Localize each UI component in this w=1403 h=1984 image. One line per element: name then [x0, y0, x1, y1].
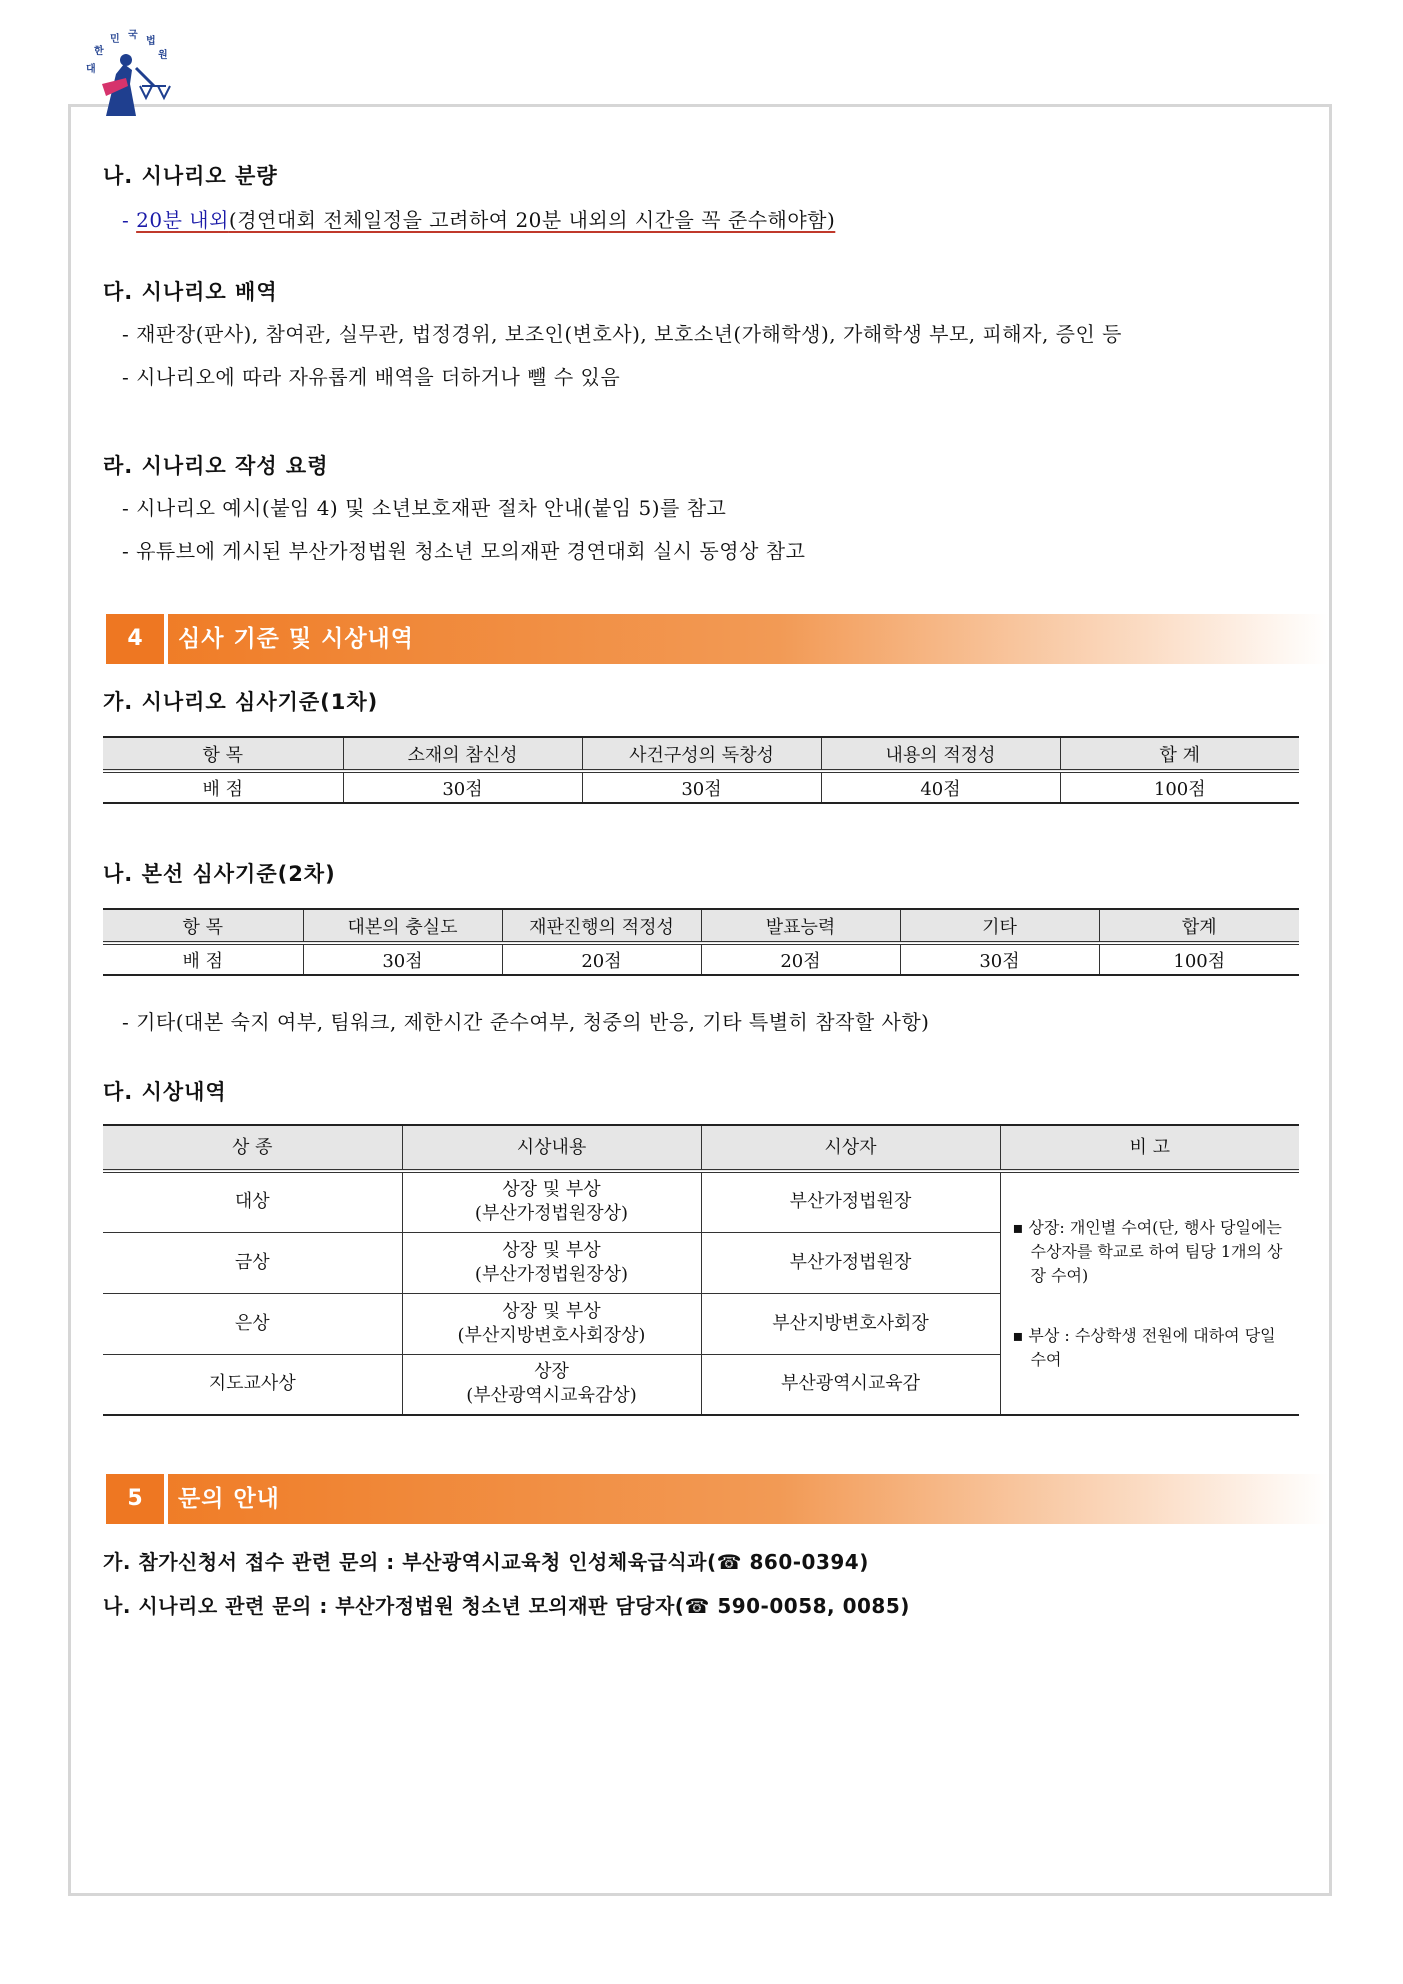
remark-prize: ▪ 부상 : 수상학생 전원에 대하여 당일 수여: [1012, 1325, 1276, 1369]
roles-item-2: - 시나리오에 따라 자유롭게 배역을 더하거나 뺄 수 있음: [122, 365, 621, 389]
award-name: 지도교사상: [103, 1354, 402, 1415]
table-header-row: [103, 909, 1299, 943]
header-cell: 내용의 적정성: [821, 737, 1060, 771]
header-cell: 항 목: [103, 737, 343, 771]
section-number: 4: [106, 614, 168, 664]
roles-item-1: - 재판장(판사), 참여관, 실무관, 법정경위, 보조인(변호사), 보호소년(가해학생), 가해학생 부모, 피해자, 증인 등: [122, 322, 1122, 346]
section-title: 심사 기준 및 시상내역: [178, 626, 414, 652]
scenario-length-item: [122, 204, 835, 233]
award-content: 상장 및 부상 (부산지방변호사회장상): [402, 1293, 701, 1354]
award-content: 상장 및 부상 (부산가정법원장상): [402, 1232, 701, 1293]
heading-criteria-2: 나. 본선 심사기준(2차): [103, 862, 336, 886]
score-cell: 40점: [821, 771, 1060, 803]
header-cell: 상 종: [103, 1125, 402, 1171]
heading-scenario-roles: 다. 시나리오 배역: [103, 280, 278, 304]
heading-awards: 다. 시상내역: [103, 1080, 227, 1104]
header-cell: 시상자: [701, 1125, 1000, 1171]
row-label: 배 점: [103, 943, 303, 975]
header-cell: 시상내용: [402, 1125, 701, 1171]
header-cell: 소재의 참신성: [343, 737, 582, 771]
contact-scenario: 나. 시나리오 관련 문의 : 부산가정법원 청소년 모의재판 담당자(☎ 590-0058, 0085): [103, 1594, 910, 1618]
row-label: 배 점: [103, 771, 343, 803]
svg-text:원: 원: [158, 50, 168, 61]
score-cell: 20점: [701, 943, 900, 975]
score-cell: 20점: [502, 943, 701, 975]
svg-text:법: 법: [146, 36, 156, 47]
award-giver: 부산지방변호사회장: [701, 1293, 1000, 1354]
svg-text:민: 민: [110, 34, 120, 45]
header-cell: 기타: [900, 909, 1099, 943]
award-giver: 부산가정법원장: [701, 1232, 1000, 1293]
header-cell: 항 목: [103, 909, 303, 943]
header-cell: 비 고: [1000, 1125, 1299, 1171]
score-cell: 100점: [1099, 943, 1299, 975]
criteria-1-table: [103, 736, 1299, 804]
table-row: [103, 943, 1299, 975]
award-content: 상장 (부산광역시교육감상): [402, 1354, 701, 1415]
svg-text:한: 한: [94, 46, 104, 57]
guide-item-1: - 시나리오 예시(붙임 4) 및 소년보호재판 절차 안내(붙임 5)를 참고: [122, 496, 727, 520]
section-number: 5: [106, 1474, 168, 1524]
table-header-row: [103, 1125, 1299, 1171]
score-cell: 30점: [900, 943, 1099, 975]
svg-text:대: 대: [86, 64, 96, 75]
score-cell: 30점: [303, 943, 502, 975]
header-cell: 합 계: [1060, 737, 1299, 771]
header-cell: 대본의 충실도: [303, 909, 502, 943]
item-prefix: -: [122, 208, 137, 232]
score-cell: 30점: [343, 771, 582, 803]
svg-text:국: 국: [128, 30, 138, 41]
time-limit-highlight: 20분 내외: [136, 208, 229, 232]
score-cell: 30점: [582, 771, 821, 803]
header-cell: 사건구성의 독창성: [582, 737, 821, 771]
award-giver: 부산가정법원장: [701, 1171, 1000, 1232]
remarks-cell: [1000, 1171, 1299, 1415]
awards-table: [103, 1124, 1299, 1416]
header-cell: 재판진행의 적정성: [502, 909, 701, 943]
criteria-2-note: - 기타(대본 숙지 여부, 팀워크, 제한시간 준수여부, 청중의 반응, 기타 특별히 참작할 사항): [122, 1010, 930, 1034]
section-5-bar: [106, 1474, 1328, 1524]
criteria-2-table: [103, 908, 1299, 976]
contact-application: 가. 참가신청서 접수 관련 문의 : 부산광역시교육청 인성체육급식과(☎ 860-0394): [103, 1550, 869, 1574]
time-limit-detail: (경연대회 전체일정을 고려하여 20분 내외의 시간을 꼭 준수해야함): [228, 208, 836, 232]
award-giver: 부산광역시교육감: [701, 1354, 1000, 1415]
table-header-row: [103, 737, 1299, 771]
table-row: [103, 771, 1299, 803]
score-cell: 100점: [1060, 771, 1299, 803]
section-title: 문의 안내: [178, 1486, 280, 1512]
heading-scenario-length: 나. 시나리오 분량: [103, 164, 278, 188]
award-name: 은상: [103, 1293, 402, 1354]
table-row: [103, 1171, 1299, 1232]
heading-criteria-1: 가. 시나리오 심사기준(1차): [103, 690, 379, 714]
award-name: 금상: [103, 1232, 402, 1293]
remark-certificate: ▪ 상장: 개인별 수여(단, 행사 당일에는 수상자를 학교로 하여 팀당 1개의 상장 수여): [1012, 1217, 1283, 1285]
award-content: 상장 및 부상 (부산가정법원장상): [402, 1171, 701, 1232]
heading-scenario-guide: 라. 시나리오 작성 요령: [103, 454, 329, 478]
header-cell: 합계: [1099, 909, 1299, 943]
section-4-bar: [106, 614, 1328, 664]
award-name: 대상: [103, 1171, 402, 1232]
court-logo: [72, 24, 184, 120]
guide-item-2: - 유튜브에 게시된 부산가정법원 청소년 모의재판 경연대회 실시 동영상 참고: [122, 539, 806, 563]
header-cell: 발표능력: [701, 909, 900, 943]
